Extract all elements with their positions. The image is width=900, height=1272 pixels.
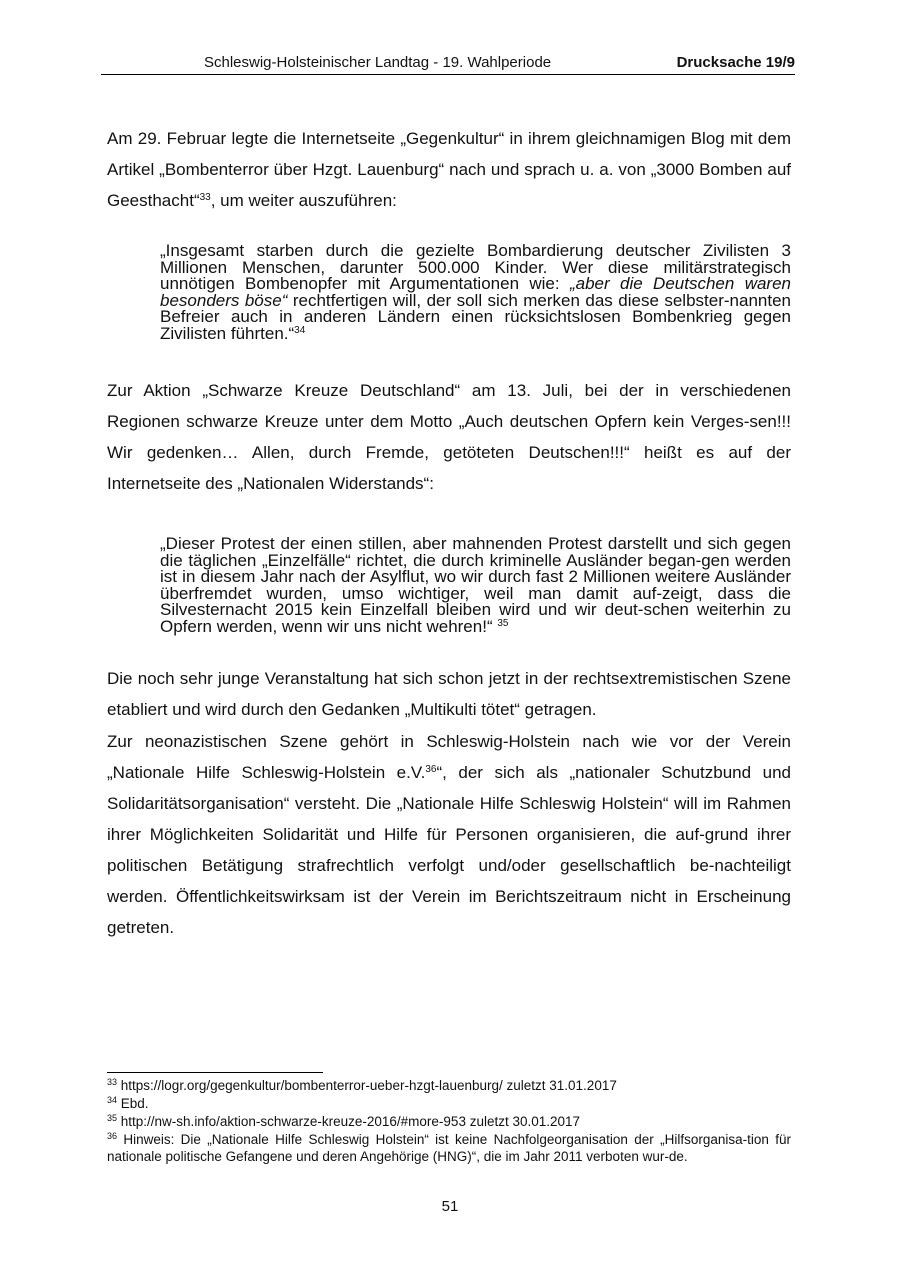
footnote-33 [107,1077,791,1094]
quote-text: „Insgesamt starben durch die gezielte Bombardierung deutscher Zivilisten 3 Millionen Menschen, darunter 500.000 Kinder. Wer diese militärstrategisch unnötigen Bombenopfer mit Argumentationen wie: [160,241,791,293]
footnote-text: Hinweis: Die „Nationale Hilfe Schleswig Holstein“ ist keine Nachfolgeorganisation der „Hilfsorganisa-tion für nationale politische Gefangene und deren Angehörige (HNG)“, die im Jahr 2011 verboten wur-de. [107,1132,791,1164]
paragraph-gegenkultur [107,123,791,216]
footnote-34 [107,1095,791,1112]
footnote-ref-33[interactable]: 33 [199,192,211,203]
quote-text: rechtfertigen will, der soll sich merken das diese selbster-nannten Befreier auch in anderen Ländern einen rücksichtslosen Bombenkrieg gegen Zivilisten führten.“ [160,290,791,343]
footnote-36 [107,1131,791,1165]
footnote-divider [107,1072,323,1073]
footnote-link[interactable]: http://nw-sh.info/aktion-schwarze-kreuze-2016/#more-953 zuletzt 30.01.2017 [120,1114,581,1129]
paragraph-veranstaltung: Die noch sehr junge Veranstaltung hat sich schon jetzt in der rechtsextremistischen Szene etabliert und wird durch den Gedanken „Multikulti tötet“ getragen. [107,669,791,719]
footnote-number: 34 [107,1095,118,1105]
footnote-number: 33 [107,1077,118,1087]
document-number: Drucksache 19/9 [676,54,795,71]
header-title: Schleswig-Holsteinischer Landtag - 19. Wahlperiode [204,54,552,71]
paragraph-text: , um weiter auszuführen: [210,191,397,210]
quote-italic-text: „aber die Deutschen waren besonders böse“ [160,274,791,310]
paragraph-schwarze-kreuze: Zur Aktion „Schwarze Kreuze Deutschland“ am 13. Juli, bei der in verschiedenen Regionen schwarze Kreuze unter dem Motto „Auch deutschen Opfern kein Verges-sen!!! Wir gedenken… Allen, durch Fremde, getöteten Deutschen!!!“ heißt es auf der Internetseite des „Nationalen Widerstands“: [107,381,791,493]
footnote-number: 35 [107,1113,118,1123]
footnote-text: Ebd. [120,1096,149,1111]
page-header [101,54,795,75]
quote-protest [160,536,791,635]
paragraph-text: Am 29. Februar legte die Internetseite „Gegenkultur“ in ihrem gleichnamigen Blog mit dem Artikel „Bombenterror über Hzgt. Lauenburg“ nach und sprach u. a. von „3000 Bomben auf Geesthacht“ [107,129,791,210]
footnote-number: 36 [107,1131,118,1141]
footnote-ref-34[interactable]: 34 [294,324,306,336]
footnote-ref-35[interactable]: 35 [497,617,509,629]
page-number: 51 [441,1198,459,1215]
footnote-link[interactable]: https://logr.org/gegenkultur/bombenterror-ueber-hzgt-lauenburg/ zuletzt 31.01.2017 [120,1078,617,1093]
paragraph-text: Zur neonazistischen Szene gehört in Schleswig-Holstein nach wie vor der Verein „Nationale Hilfe Schleswig-Holstein e.V. [107,732,791,782]
quote-text: „Dieser Protest der einen stillen, aber mahnenden Protest darstellt und sich gegen die täglichen „Einzelfälle“ richtet, die durch kriminelle Ausländer began-gen werden ist in diesem Jahr nach der Asylflut, wo wir durch fast 2 Millionen weitere Ausländer überfremdet wurden, umso wichtiger, weil man damit auf-zeigt, dass die Silvesternacht 2015 kein Einzelfall bleiben wird und wir deut-schen weiterhin zu Opfern werden, wenn wir uns nicht wehren!“ [160,534,791,636]
footnote-35 [107,1113,791,1130]
quote-bombardierung [160,243,791,342]
paragraph-nationale-hilfe [107,726,791,943]
footnote-ref-36[interactable]: 36 [425,764,437,775]
paragraph-text: “, der sich als „nationaler Schutzbund und Solidaritätsorganisation“ versteht. Die „Nationale Hilfe Schleswig Holstein“ will im Rahmen ihrer Möglichkeiten Solidarität und Hilfe für Personen organisieren, die auf-grund ihrer politischen Betätigung strafrechtlich verfolgt und/oder gesellschaftlich be-nachteiligt werden. Öffentlichkeitswirksam ist der Verein im Berichtszeitraum nicht in Erscheinung getreten. [107,763,791,937]
